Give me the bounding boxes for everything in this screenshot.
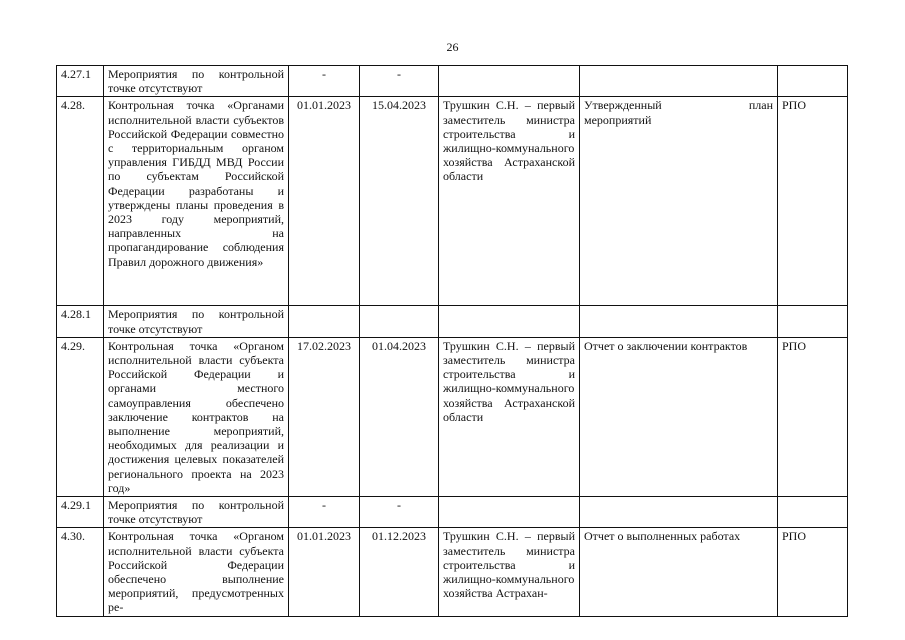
document-type: РПО xyxy=(778,97,848,306)
result: Отчет о заключении контрактов xyxy=(580,337,778,496)
responsible xyxy=(439,306,580,337)
row-number: 4.28. xyxy=(57,97,104,306)
start-date xyxy=(289,306,360,337)
responsible: Трушкин С.Н. – первый заместитель министра строительства и жилищно-коммунального хозяйства Астраханской области xyxy=(439,337,580,496)
row-number: 4.27.1 xyxy=(57,66,104,97)
end-date xyxy=(360,306,439,337)
end-date: - xyxy=(360,66,439,97)
table-row xyxy=(57,306,848,337)
responsible: Трушкин С.Н. – первый заместитель министра строительства и жилищно-коммунального хозяйства Астрахан- xyxy=(439,528,580,616)
result: Отчет о выполненных работах xyxy=(580,528,778,616)
document-type: РПО xyxy=(778,337,848,496)
row-description: Мероприятия по контрольной точке отсутствуют xyxy=(104,306,289,337)
table-row xyxy=(57,497,848,528)
result xyxy=(580,306,778,337)
document-type xyxy=(778,497,848,528)
table-row xyxy=(57,528,848,616)
responsible xyxy=(439,66,580,97)
table-row xyxy=(57,97,848,306)
end-date: 01.12.2023 xyxy=(360,528,439,616)
row-description: Контрольная точка «Органом исполнительной власти субъекта Российской Федерации обеспечено выполнение мероприятий, предусмотренных ре- xyxy=(104,528,289,616)
result-word-2: план xyxy=(748,98,773,113)
document-type xyxy=(778,306,848,337)
page-number: 26 xyxy=(446,40,459,54)
responsible: Трушкин С.Н. – первый заместитель министра строительства и жилищно-коммунального хозяйства Астраханской области xyxy=(439,97,580,306)
start-date: 01.01.2023 xyxy=(289,528,360,616)
row-number: 4.28.1 xyxy=(57,306,104,337)
row-description: Мероприятия по контрольной точке отсутствуют xyxy=(104,66,289,97)
document-type xyxy=(778,66,848,97)
row-number: 4.29. xyxy=(57,337,104,496)
table-row xyxy=(57,337,848,496)
plan-table xyxy=(56,65,848,617)
row-description: Контрольная точка «Органами исполнительной власти субъектов Российской Федерации совместно с территориальным органом управления ГИБДД МВД России по субъектам Российской Федерации разработаны и утверждены планы проведения в 2023 году мероприятий, направленных на пропагандирование соблюдения Правил дорожного движения» xyxy=(104,97,289,306)
table-row xyxy=(57,66,848,97)
end-date: 15.04.2023 xyxy=(360,97,439,306)
start-date: 17.02.2023 xyxy=(289,337,360,496)
row-description: Мероприятия по контрольной точке отсутствуют xyxy=(104,497,289,528)
result-word-1: Утвержденный xyxy=(584,98,662,113)
start-date: 01.01.2023 xyxy=(289,97,360,306)
document-type: РПО xyxy=(778,528,848,616)
row-number: 4.29.1 xyxy=(57,497,104,528)
row-description: Контрольная точка «Органом исполнительной власти субъекта Российской Федерации и органами местного самоуправления обеспечено заключение контрактов на выполнение мероприятий, необходимых для реализации и достижения целевых показателей регионального проекта на 2023 год» xyxy=(104,337,289,496)
result xyxy=(580,497,778,528)
row-number: 4.30. xyxy=(57,528,104,616)
end-date: 01.04.2023 xyxy=(360,337,439,496)
start-date: - xyxy=(289,66,360,97)
responsible xyxy=(439,497,580,528)
end-date: - xyxy=(360,497,439,528)
result xyxy=(580,97,778,306)
result-word-3: мероприятий xyxy=(584,112,652,127)
start-date: - xyxy=(289,497,360,528)
result xyxy=(580,66,778,97)
